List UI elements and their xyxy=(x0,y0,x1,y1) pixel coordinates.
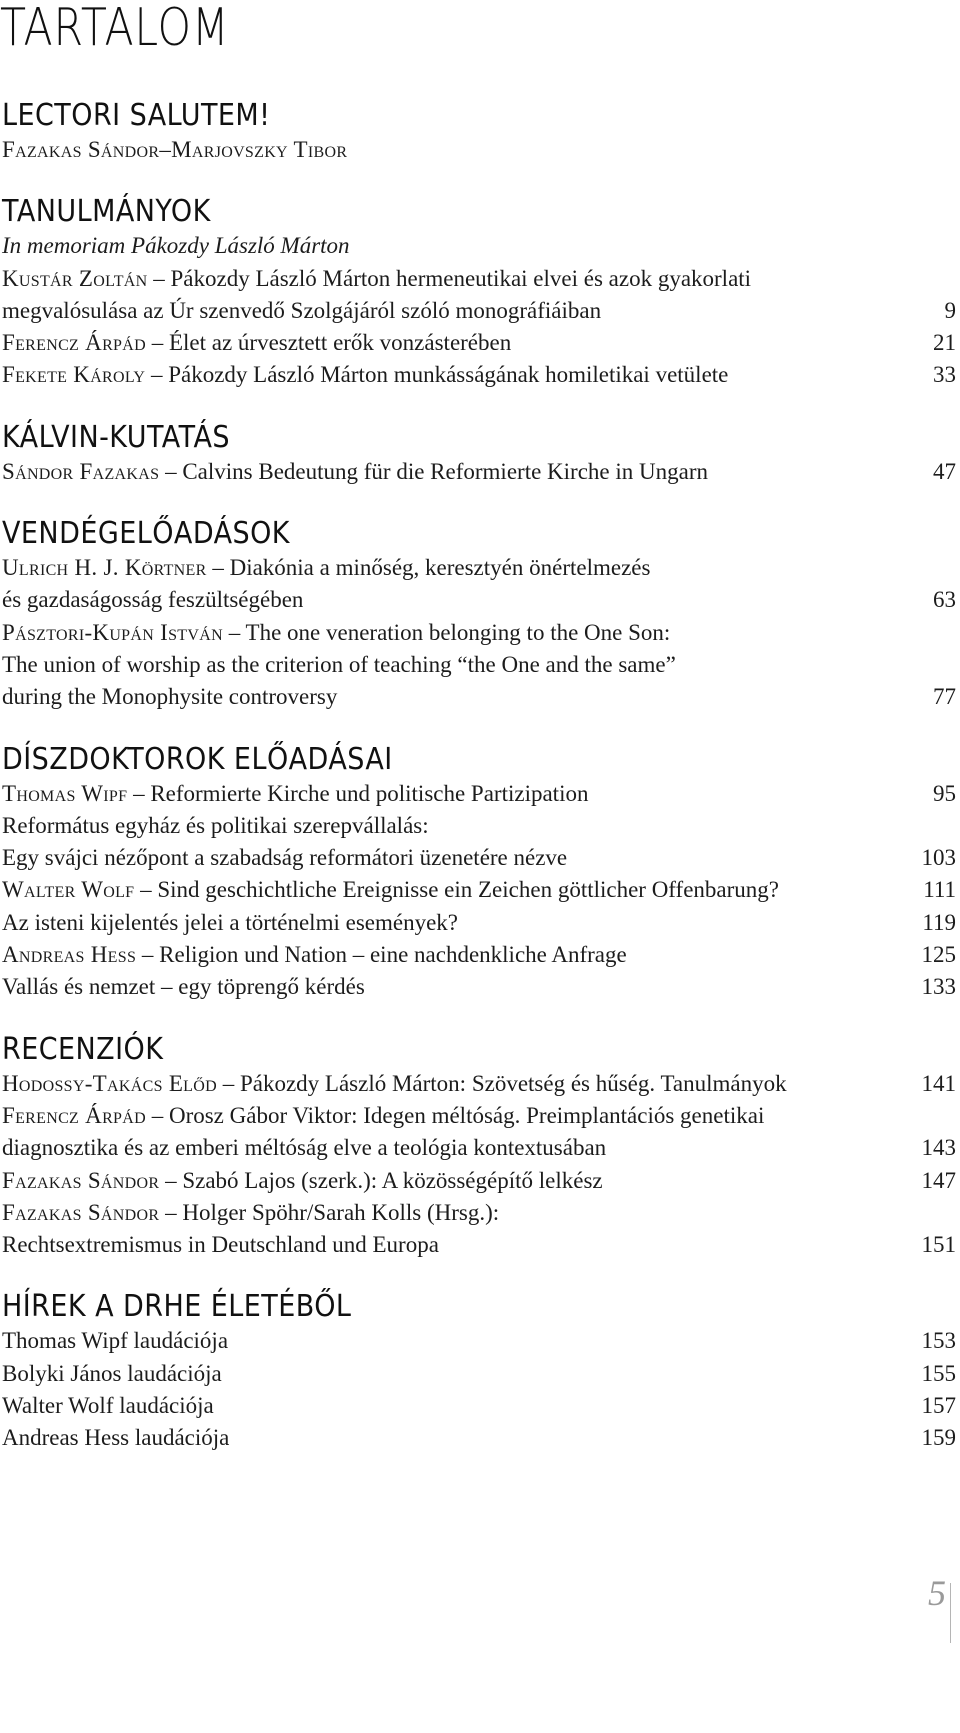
toc-section xyxy=(2,1289,956,1454)
entry-text xyxy=(2,1325,906,1357)
entry-line xyxy=(2,1197,906,1229)
toc-entry[interactable] xyxy=(2,1325,956,1357)
entry-separator: – xyxy=(153,265,165,291)
toc-entry[interactable] xyxy=(2,971,956,1003)
entry-page-number: 103 xyxy=(921,845,956,871)
entry-page-number: 151 xyxy=(921,1232,956,1258)
entry-text xyxy=(2,1422,906,1454)
entry-title: Holger Spöhr/Sarah Kolls (Hrsg.): xyxy=(182,1199,500,1225)
entry-text xyxy=(2,327,906,359)
entry-page-number: 33 xyxy=(933,362,956,388)
entry-separator: – xyxy=(165,1199,177,1225)
entry-title: In memoriam Pákozdy László Márton xyxy=(2,233,350,259)
entry-line xyxy=(2,263,906,295)
page-title: TARTALOM xyxy=(0,0,230,58)
entry-text xyxy=(2,1100,906,1165)
entry-line xyxy=(2,456,906,488)
entry-line xyxy=(2,552,906,584)
entry-title: Reformierte Kirche und politische Partizipation xyxy=(150,780,589,806)
entry-separator: – xyxy=(133,780,145,806)
entry-text xyxy=(2,1358,906,1390)
section-heading: DÍSZDOKTOROK ELŐADÁSAI xyxy=(2,741,393,777)
entry-author: Sándor Fazakas xyxy=(2,458,160,484)
section-heading: RECENZIÓK xyxy=(2,1031,164,1067)
entry-line xyxy=(2,1390,906,1422)
toc-section xyxy=(2,516,956,713)
entry-page-number: 119 xyxy=(922,909,956,935)
entry-line xyxy=(2,1165,906,1197)
entry-page-number: 133 xyxy=(921,974,956,1000)
entry-line xyxy=(2,230,906,262)
entry-line xyxy=(2,1422,906,1454)
entry-text xyxy=(2,359,906,391)
entry-text xyxy=(2,1390,906,1422)
entry-separator: – xyxy=(165,458,177,484)
entry-title: Szabó Lajos (szerk.): A közösségépítő lelkész xyxy=(182,1167,603,1193)
entry-page-number: 95 xyxy=(933,780,956,806)
entry-line xyxy=(2,1068,906,1100)
entry-title: megvalósulása az Úr szenvedő Szolgájáról szóló monográfiáiban xyxy=(2,297,602,323)
entry-line xyxy=(2,327,906,359)
entry-title: Az isteni kijelentés jelei a történelmi események? xyxy=(2,909,458,935)
entry-page-number: 141 xyxy=(921,1070,956,1096)
entry-separator: – xyxy=(212,555,224,581)
toc-entry[interactable] xyxy=(2,778,956,810)
section-heading: KÁLVIN-KUTATÁS xyxy=(2,419,230,455)
entry-page-number: 159 xyxy=(921,1425,956,1451)
toc-section xyxy=(2,98,956,166)
entry-line xyxy=(2,842,906,874)
entry-page-number: 147 xyxy=(921,1167,956,1193)
entry-page-number: 157 xyxy=(921,1393,956,1419)
toc-entry[interactable] xyxy=(2,617,956,714)
toc-entry[interactable] xyxy=(2,1197,956,1262)
toc-entry[interactable] xyxy=(2,810,956,875)
page-number-rule xyxy=(950,1583,951,1643)
section-heading: VENDÉGELŐADÁSOK xyxy=(2,516,290,552)
entry-title: Orosz Gábor Viktor: Idegen méltóság. Preimplantációs genetikai xyxy=(168,1102,765,1128)
entry-line xyxy=(2,1132,906,1164)
entry-line xyxy=(2,778,906,810)
entry-text xyxy=(2,971,906,1003)
page-number: 5 xyxy=(928,1573,946,1613)
entry-title: Egy svájci nézőpont a szabadság reformátori üzenetére nézve xyxy=(2,845,568,871)
entry-page-number: 63 xyxy=(933,587,956,613)
entry-line xyxy=(2,584,906,616)
entry-separator: – xyxy=(151,1102,164,1128)
entry-author: Ferencz Árpád xyxy=(2,330,146,356)
entry-title: Református egyház és politikai szerepvállalás: xyxy=(2,812,429,838)
entry-separator: – xyxy=(222,1070,235,1096)
entry-title: Pákozdy László Márton hermeneutikai elvei és azok gyakorlati xyxy=(170,265,752,291)
entry-title: Vallás és nemzet – egy töprengő kérdés xyxy=(2,974,365,1000)
entry-author: Fekete Károly xyxy=(2,362,146,388)
entry-text xyxy=(2,617,906,714)
entry-line xyxy=(2,134,906,166)
entry-separator: – xyxy=(150,362,163,388)
entry-line xyxy=(2,617,906,649)
entry-separator: – xyxy=(140,877,152,903)
entry-title: Bolyki János laudációja xyxy=(2,1360,222,1386)
toc-entry[interactable] xyxy=(2,1390,956,1422)
entry-author: Fazakas Sándor–Marjovszky Tibor xyxy=(2,137,348,162)
section-heading: HÍREK A DRHE ÉLETÉBŐL xyxy=(2,1289,352,1325)
entry-page-number: 9 xyxy=(944,297,956,323)
toc-section xyxy=(2,420,956,488)
entry-author: Pásztori-Kupán István xyxy=(2,619,223,645)
entry-line xyxy=(2,907,906,939)
entry-text xyxy=(2,456,906,488)
toc-entry[interactable] xyxy=(2,939,956,971)
entry-title: Rechtsextremismus in Deutschland und Europa xyxy=(2,1232,439,1258)
table-of-contents xyxy=(2,98,956,1483)
toc-entry[interactable] xyxy=(2,874,956,906)
entry-author: Ulrich H. J. Körtner xyxy=(2,555,207,581)
toc-entry[interactable] xyxy=(2,230,956,262)
entry-title: The one veneration belonging to the One Son: xyxy=(245,619,671,645)
entry-text xyxy=(2,552,906,617)
entry-text xyxy=(2,907,906,939)
entry-page-number: 153 xyxy=(921,1328,956,1354)
entry-title: Pákozdy László Márton munkásságának homiletikai vetülete xyxy=(168,362,729,388)
entry-page-number: 143 xyxy=(921,1135,956,1161)
entry-page-number: 21 xyxy=(933,330,956,356)
entry-title: Thomas Wipf laudációja xyxy=(2,1328,229,1354)
toc-entry[interactable] xyxy=(2,1100,956,1165)
entry-page-number: 155 xyxy=(921,1360,956,1386)
toc-section xyxy=(2,194,956,391)
entry-text xyxy=(2,1197,906,1262)
entry-author: Walter Wolf xyxy=(2,877,135,903)
entry-separator: – xyxy=(151,330,164,356)
entry-text xyxy=(2,939,906,971)
toc-section xyxy=(2,1032,956,1262)
entry-page-number: 111 xyxy=(923,877,956,903)
entry-text xyxy=(2,1068,906,1100)
entry-author: Hodossy-Takács Előd xyxy=(2,1070,217,1096)
toc-entry[interactable] xyxy=(2,1165,956,1197)
toc-entry[interactable] xyxy=(2,263,956,328)
section-heading: TANULMÁNYOK xyxy=(2,194,211,230)
entry-author: Ferencz Árpád xyxy=(2,1102,146,1128)
entry-title: Walter Wolf laudációja xyxy=(2,1393,214,1419)
toc-entry[interactable] xyxy=(2,134,956,166)
entry-line xyxy=(2,874,906,906)
entry-separator: – xyxy=(165,1167,177,1193)
entry-line xyxy=(2,681,906,713)
entry-separator: – xyxy=(141,942,154,968)
entry-line xyxy=(2,1325,906,1357)
entry-author: Kustár Zoltán xyxy=(2,265,148,291)
entry-title: Andreas Hess laudációja xyxy=(2,1425,230,1451)
entry-text xyxy=(2,263,906,328)
entry-page-number: 47 xyxy=(933,458,956,484)
toc-entry[interactable] xyxy=(2,327,956,359)
entry-text xyxy=(2,134,906,166)
entry-title: Religion und Nation – eine nachdenkliche Anfrage xyxy=(159,942,627,968)
toc-entry[interactable] xyxy=(2,1422,956,1454)
entry-line xyxy=(2,295,906,327)
entry-separator: – xyxy=(228,619,241,645)
entry-text xyxy=(2,810,906,875)
entry-author: Andreas Hess xyxy=(2,942,137,968)
entry-text xyxy=(2,778,906,810)
toc-entry[interactable] xyxy=(2,1068,956,1100)
toc-section xyxy=(2,742,956,1004)
entry-line xyxy=(2,1358,906,1390)
entry-author: Fazakas Sándor xyxy=(2,1199,160,1225)
entry-line xyxy=(2,810,906,842)
entry-title: Sind geschichtliche Ereignisse ein Zeichen göttlicher Offenbarung? xyxy=(157,877,779,903)
entry-title: during the Monophysite controversy xyxy=(2,684,338,710)
entry-page-number: 77 xyxy=(933,684,956,710)
toc-entry[interactable] xyxy=(2,552,956,617)
entry-text xyxy=(2,874,906,906)
entry-text xyxy=(2,230,906,262)
section-heading: LECTORI SALUTEM! xyxy=(2,98,271,133)
entry-title: Diakónia a minőség, keresztyén önértelmezés xyxy=(229,555,651,581)
entry-title: Pákozdy László Márton: Szövetség és hűség. Tanulmányok xyxy=(239,1070,787,1096)
entry-line xyxy=(2,649,906,681)
entry-title: The union of worship as the criterion of teaching “the One and the same” xyxy=(2,651,676,677)
entry-line xyxy=(2,1100,906,1132)
entry-line xyxy=(2,971,906,1003)
entry-line xyxy=(2,1229,906,1261)
toc-entry[interactable] xyxy=(2,1358,956,1390)
entry-title: Calvins Bedeutung für die Reformierte Kirche in Ungarn xyxy=(182,458,708,484)
toc-entry[interactable] xyxy=(2,359,956,391)
entry-author: Thomas Wipf xyxy=(2,780,128,806)
entry-page-number: 125 xyxy=(921,942,956,968)
entry-title: diagnosztika és az emberi méltóság elve a teológia kontextusában xyxy=(2,1135,607,1161)
entry-line xyxy=(2,359,906,391)
entry-title: és gazdaságosság feszültségében xyxy=(2,587,304,613)
entry-line xyxy=(2,939,906,971)
entry-author: Fazakas Sándor xyxy=(2,1167,160,1193)
entry-text xyxy=(2,1165,906,1197)
toc-entry[interactable] xyxy=(2,907,956,939)
toc-entry[interactable] xyxy=(2,456,956,488)
entry-title: Élet az úrvesztett erők vonzásterében xyxy=(168,330,512,356)
